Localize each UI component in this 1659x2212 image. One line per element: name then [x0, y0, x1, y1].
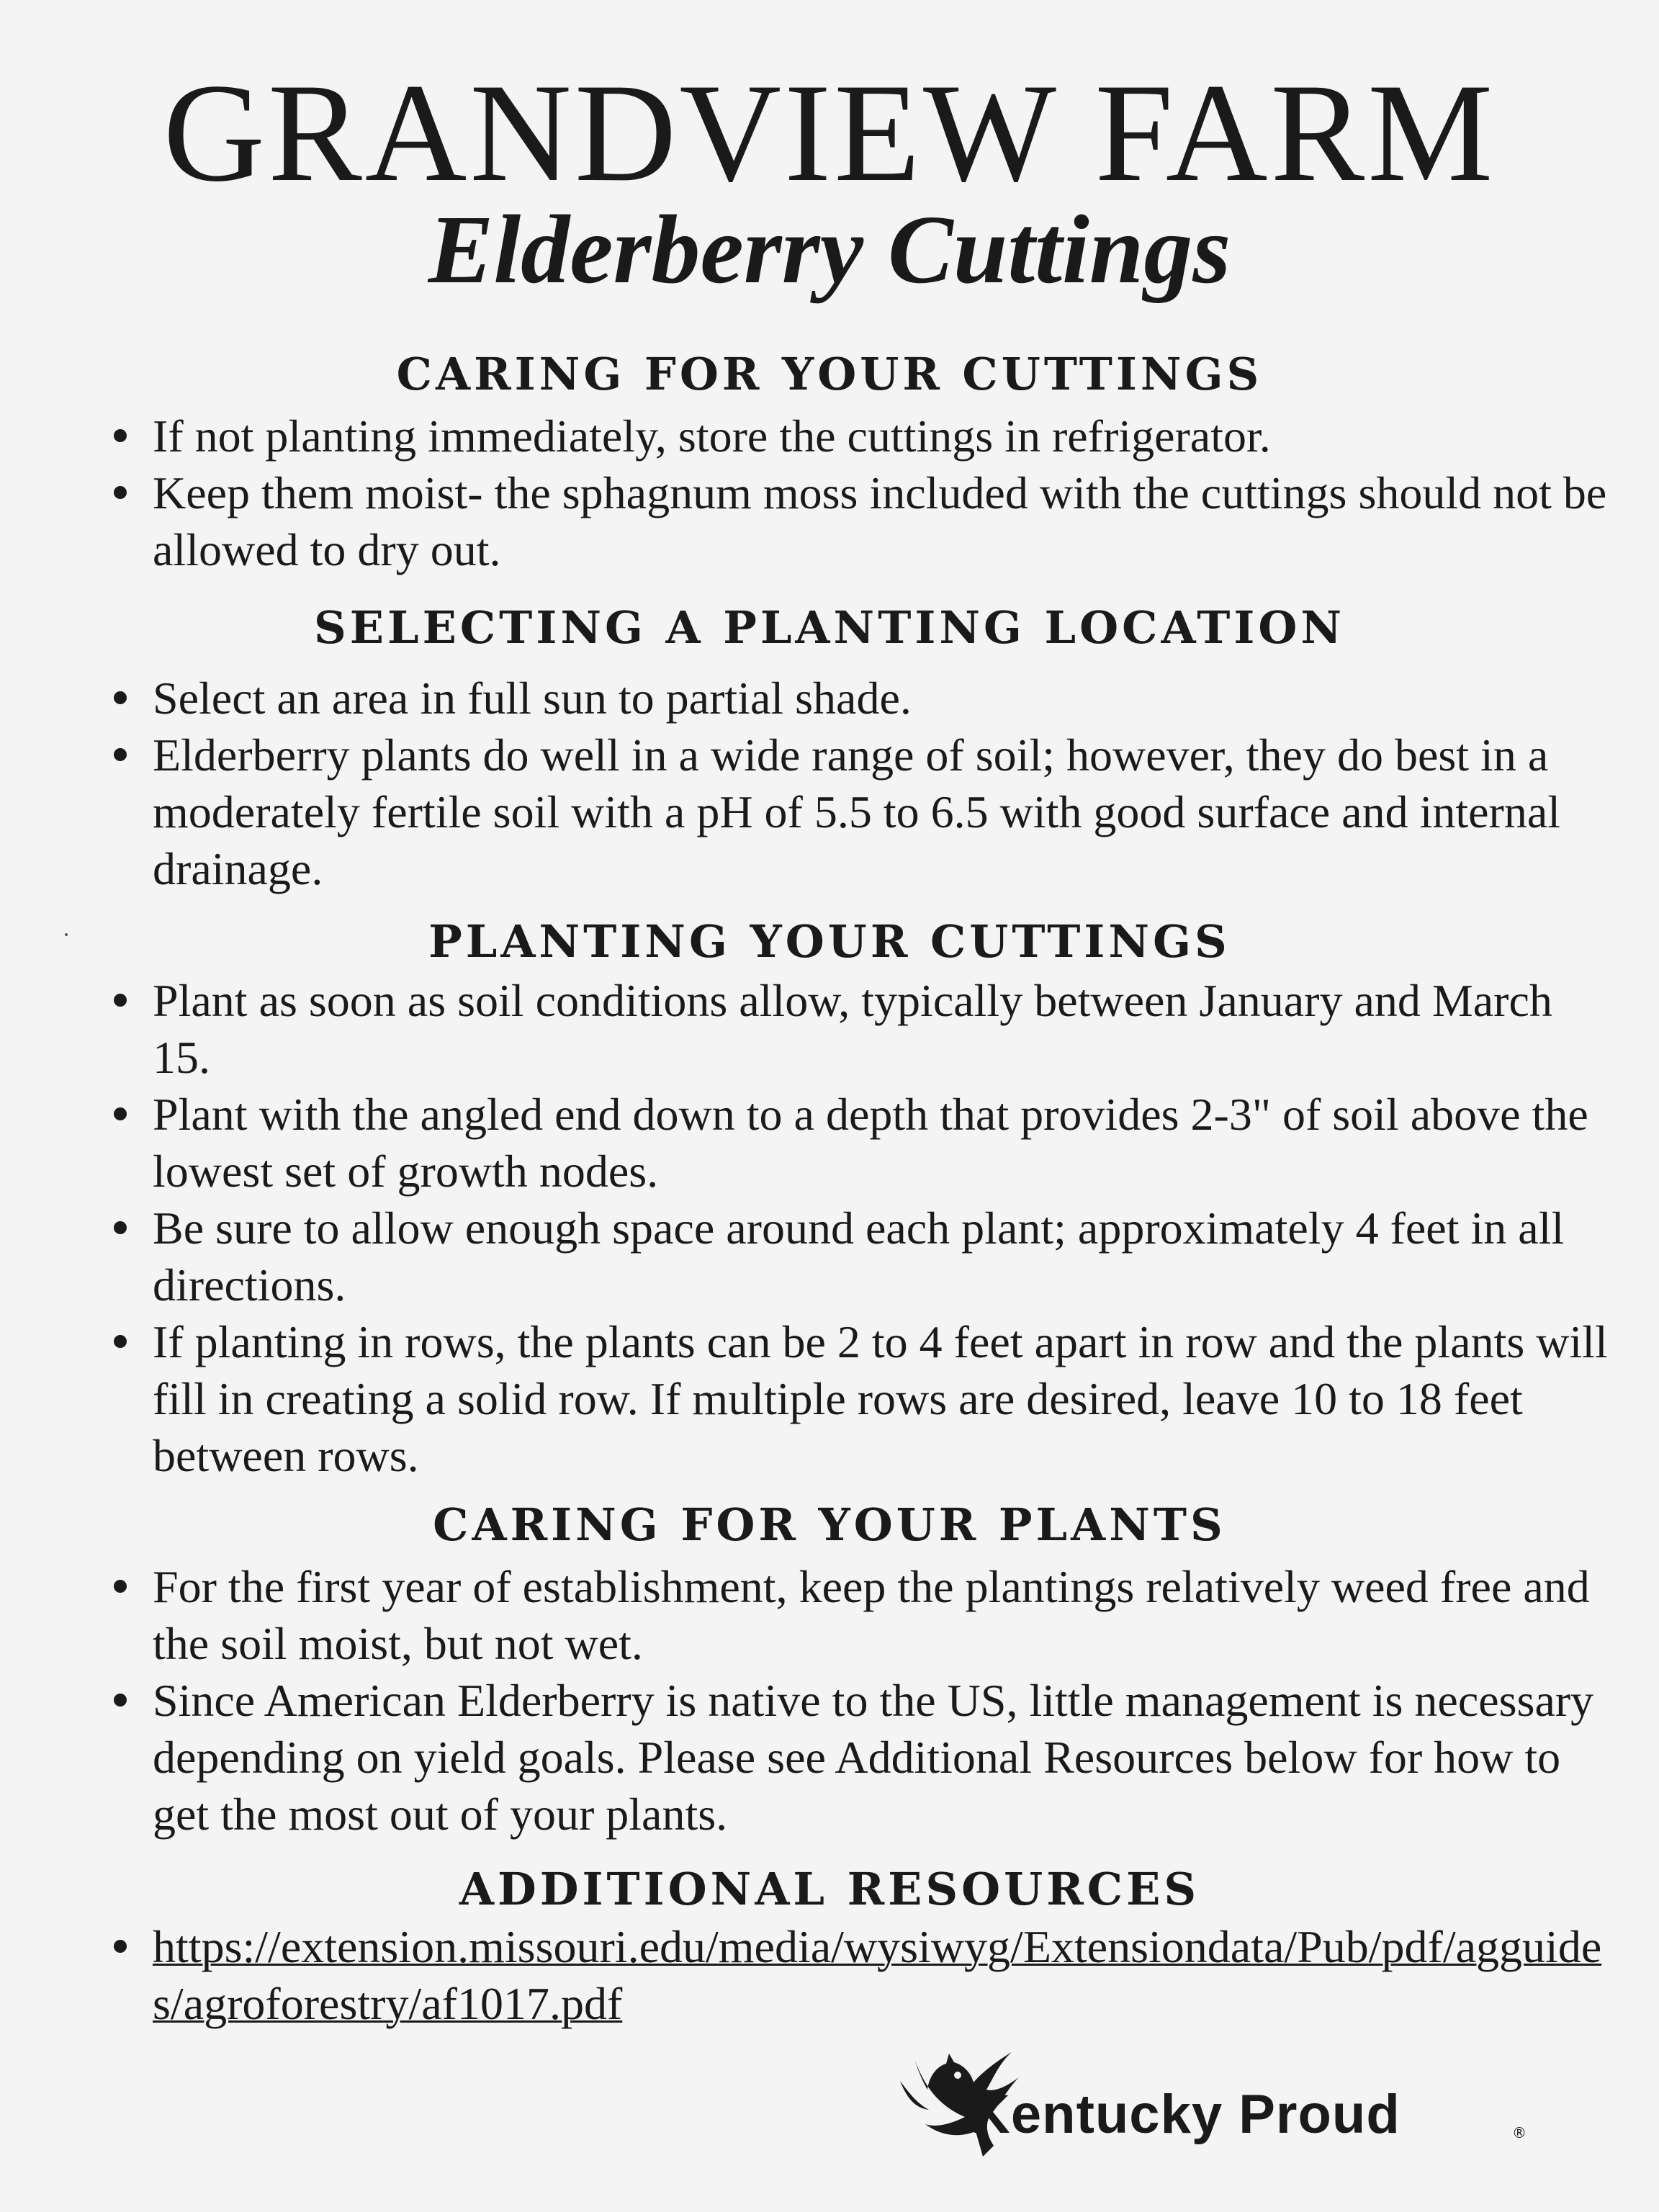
list-item: Plant with the angled end down to a depth that provides 2-3" of soil above the lowest set of growth nodes. [153, 1086, 1614, 1200]
heading-additional-resources: ADDITIONAL RESOURCES [459, 1863, 1200, 1915]
farm-title: GRANDVIEW FARM [163, 55, 1496, 211]
list-selecting-location [153, 670, 1614, 897]
list-planting-cuttings [153, 972, 1614, 1484]
list-item: If not planting immediately, store the cuttings in refrigerator. [153, 408, 1614, 464]
resource-link[interactable]: https://extension.missouri.edu/media/wysiwyg/Extensiondata/Pub/pdf/agguides/agroforestry/af1017.pdf [153, 1921, 1602, 2029]
heading-caring-for-cuttings: CARING FOR YOUR CUTTINGS [396, 348, 1263, 400]
list-item: Plant as soon as soil conditions allow, typically between January and March 15. [153, 972, 1614, 1086]
logo-wordmark: Kentucky Proud [971, 2084, 1401, 2145]
list-item: For the first year of establishment, keep the plantings relatively weed free and the soil moist, but not wet. [153, 1558, 1614, 1672]
list-item: Select an area in full sun to partial shade. [153, 670, 1614, 727]
registered-mark: ® [1512, 2124, 1527, 2141]
list-item: If planting in rows, the plants can be 2 to 4 feet apart in row and the plants will fill in creating a solid row. If multiple rows are desired, leave 10 to 18 feet between rows. [153, 1313, 1614, 1484]
list-item: Since American Elderberry is native to the US, little management is necessary depending on yield goals. Please see Additional Resources below for how to get the most out of your plants. [153, 1672, 1614, 1843]
list-item [153, 1918, 1614, 2032]
list-item: Keep them moist- the sphagnum moss included with the cuttings should not be allowed to dry out. [153, 464, 1614, 578]
list-caring-for-cuttings [153, 408, 1614, 578]
heading-caring-for-plants: CARING FOR YOUR PLANTS [433, 1498, 1226, 1551]
list-item: Be sure to allow enough space around each plant; approximately 4 feet in all directions. [153, 1200, 1614, 1313]
heading-selecting-location: SELECTING A PLANTING LOCATION [313, 601, 1346, 654]
list-item: Elderberry plants do well in a wide range of soil; however, they do best in a moderately fertile soil with a pH of 5.5 to 6.5 with good surface and internal drainage. [153, 727, 1614, 897]
list-additional-resources [153, 1918, 1614, 2032]
flyer-subtitle: Elderberry Cuttings [428, 196, 1231, 304]
list-caring-for-plants [153, 1558, 1614, 1843]
heading-planting-cuttings: PLANTING YOUR CUTTINGS [428, 915, 1231, 968]
kentucky-proud-logo [886, 2038, 1534, 2160]
